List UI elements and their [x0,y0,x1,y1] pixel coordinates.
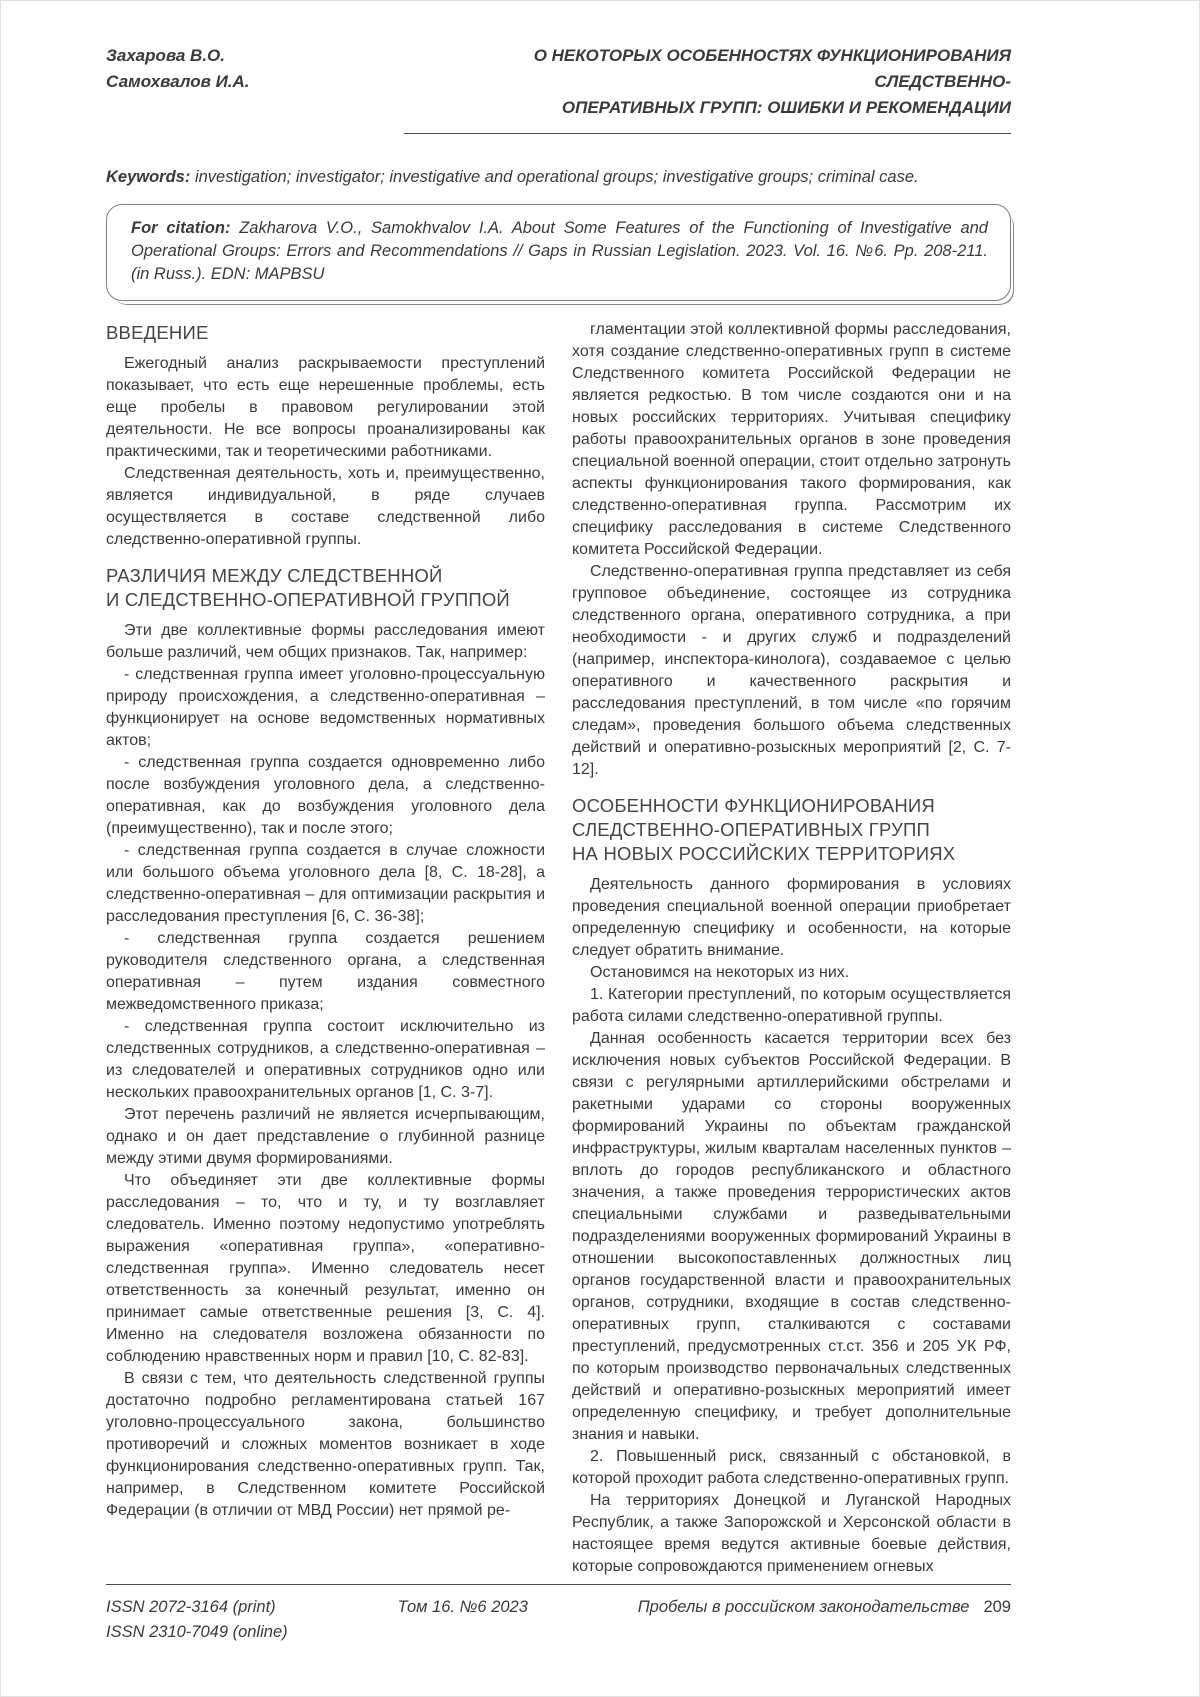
body-paragraph: гламентации этой коллективной формы расследования, хотя создание следственно-оперативных групп в системе Следственного комитета Российской Федерации не является редкостью. В том числе создаются они и на новых российских территориях. Учитывая специфику работы правоохранительных органов в зоне проведения специальной военной операции, стоит отдельно затронуть аспекты функционирования такого формирования, как следственно-оперативная группа. Рассмотрим их специфику расследования в системе Следственного комитета Российской Федерации. [572,321,1011,558]
body-paragraph: - следственная группа создается одновременно либо после возбуждения уголовного дела, а следственно-оперативная, как до возбуждения уголовного дела (преимущественно), так и после этого; [106,754,545,837]
keywords-line [106,166,1011,188]
citation-text: Zakharova V.O., Samokhvalov I.A. About Some Features of the Functioning of Investigative and Operational Groups: Errors and Recommendations // Gaps in Russian Legislation. 2023. Vol. 16. №6. Pp. 208-211. (in Russ.). EDN: MAPBSU [131,219,988,283]
body-columns [106,319,1011,1578]
issn-print: ISSN 2072-3164 (print) [106,1598,276,1616]
body-paragraph: - следственная группа создается решением руководителя следственного органа, а следственная оперативная – путем издания совместного межведомственного приказа; [106,930,545,1013]
page-number: 209 [983,1598,1011,1616]
journal-name: Пробелы в российском законодательстве [637,1598,970,1616]
author-name: Захарова В.О. [106,46,225,65]
body-paragraph: Следственно-оперативная группа представляет из себя групповое объединение, состоящее из сотрудника следственного органа, оперативного сотрудника, а при необходимости - и других служб и подразделений (например, инспектора-кинолога), создаваемое с целью оперативного и качественного раскрытия и расследования преступлений, в том числе «по горячим следам», проведения большого объема следственных действий и оперативно-розыскных мероприятий [2, С. 7-12]. [572,563,1011,778]
body-paragraph: - следственная группа создается в случае сложности или большого объема уголовного дела [8, С. 18-28], а следственно-оперативная – для оптимизации раскрытия и расследования преступления [6, С. 36-38]; [106,842,545,925]
left-column [106,319,545,1578]
body-paragraph: Что объединяет эти две коллективные формы расследования – то, что и ту, и ту возглавляет следователь. Именно поэтому недопустимо употреблять выражения «оперативная группа», «оперативно-следственная группа». Именно следователь несет ответственность за конечный результат, именно он принимает самые ответственные решения [3, С. 4]. Именно на следователя возложена обязанности по соблюдению нравственных норм и правил [10, С. 82-83]. [106,1172,545,1365]
authors-block [106,43,250,95]
keywords-label: Keywords: [106,168,191,186]
page-content [1,1,1199,1578]
body-paragraph: Деятельность данного формирования в условиях проведения специальной военной операции приобретает определенную специфику и особенности, на которые следует обратить внимание. [572,876,1011,959]
body-paragraph: - следственная группа состоит исключительно из следственных сотрудников, а следственно-оперативная – из следователей и оперативных сотрудников одно или нескольких правоохранительных органов [1, С. 3-7]. [106,1018,545,1101]
keywords-text: investigation; investigator; investigative and operational groups; investigative groups; criminal case. [190,168,919,186]
body-paragraph: Данная особенность касается территории всех без исключения новых субъектов Российской Федерации. В связи с регулярными артиллерийскими обстрелами и ракетными ударами со стороны вооруженных формирований Украины по объектам гражданской инфраструктуры, жилым кварталам населенных пунктов – вплоть до городов республиканского и областного значения, а также проведения террористических актов специальными службами и разведывательными подразделениями вооруженных формирований Украины в отношении высокопоставленных должностных лиц органов государственной власти и правоохранительных органов, сотрудники, входящие в состав следственно-оперативных групп, сталкиваются с составами преступлений, предусмотренных ст.ст. 356 и 205 УК РФ, по которым производство первоначальных следственных действий и оперативно-розыскных мероприятий имеет определенную специфику, и требует дополнительные знания и навыки. [572,1030,1011,1443]
body-paragraph: На территориях Донецкой и Луганской Народных Республик, а также Запорожской и Херсонской области в настоящее время ведутся активные боевые действия, которые сопровождаются применением огневых [572,1492,1011,1575]
issn-online: ISSN 2310-7049 (online) [106,1623,288,1641]
body-paragraph: 1. Категории преступлений, по которым осуществляется работа силами следственно-оперативной группы. [572,986,1011,1025]
body-paragraph: Остановимся на некоторых из них. [590,964,850,981]
journal-name-block [638,1595,1011,1620]
issn-block [106,1595,288,1645]
body-paragraph: Ежегодный анализ раскрываемости преступлений показывает, что есть еще нерешенные проблемы, есть еще пробелы в правовом регулировании этой деятельности. Не все вопросы проанализированы как практическими, так и теоретическими работниками. [106,355,545,460]
page-footer [106,1584,1011,1645]
article-title [404,43,1011,134]
article-title-line: О НЕКОТОРЫХ ОСОБЕННОСТЯХ ФУНКЦИОНИРОВАНИЯ СЛЕДСТВЕННО- [533,46,1011,91]
body-paragraph: В связи с тем, что деятельность следственной группы достаточно подробно регламентирована статьей 167 уголовно-процессуального закона, большинство противоречий и сложных моментов возникает в ходе функционирования следственно-оперативных групп. Так, например, в Следственном комитете Российской Федерации (в отличии от МВД России) нет прямой ре- [106,1370,545,1519]
body-paragraph: Этот перечень различий не является исчерпывающим, однако и он дает представление о глубинной разнице между этими двумя формированиями. [106,1106,545,1167]
section-heading: ОСОБЕННОСТИ ФУНКЦИОНИРОВАНИЯ СЛЕДСТВЕННО-ОПЕРАТИВНЫХ ГРУПП НА НОВЫХ РОССИЙСКИХ ТЕРРИТОРИЯХ [572,795,956,864]
citation-box [106,204,1011,301]
section-heading: ВВЕДЕНИЕ [106,322,209,343]
right-column [572,319,1011,1578]
section-heading: РАЗЛИЧИЯ МЕЖДУ СЛЕДСТВЕННОЙ И СЛЕДСТВЕННО-ОПЕРАТИВНОЙ ГРУППОЙ [106,565,510,610]
volume-info: Том 16. №6 2023 [397,1598,528,1616]
body-paragraph: - следственная группа имеет уголовно-процессуальную природу происхождения, а следственно-оперативная – функционирует на основе ведомственных нормативных актов; [106,666,545,749]
body-paragraph: Следственная деятельность, хоть и, преимущественно, является индивидуальной, в ряде случаев осуществляется в составе следственной либо следственно-оперативной группы. [106,465,545,548]
article-title-line: ОПЕРАТИВНЫХ ГРУПП: ОШИБКИ И РЕКОМЕНДАЦИИ [561,98,1011,117]
body-paragraph: Эти две коллективные формы расследования имеют больше различий, чем общих признаков. Так, например: [106,622,545,661]
body-paragraph: 2. Повышенный риск, связанный с обстановкой, в которой проходит работа следственно-оперативных групп. [572,1448,1011,1487]
citation-label: For citation: [131,219,231,237]
author-name: Самохвалов И.А. [106,72,250,91]
page-header [106,43,1011,134]
